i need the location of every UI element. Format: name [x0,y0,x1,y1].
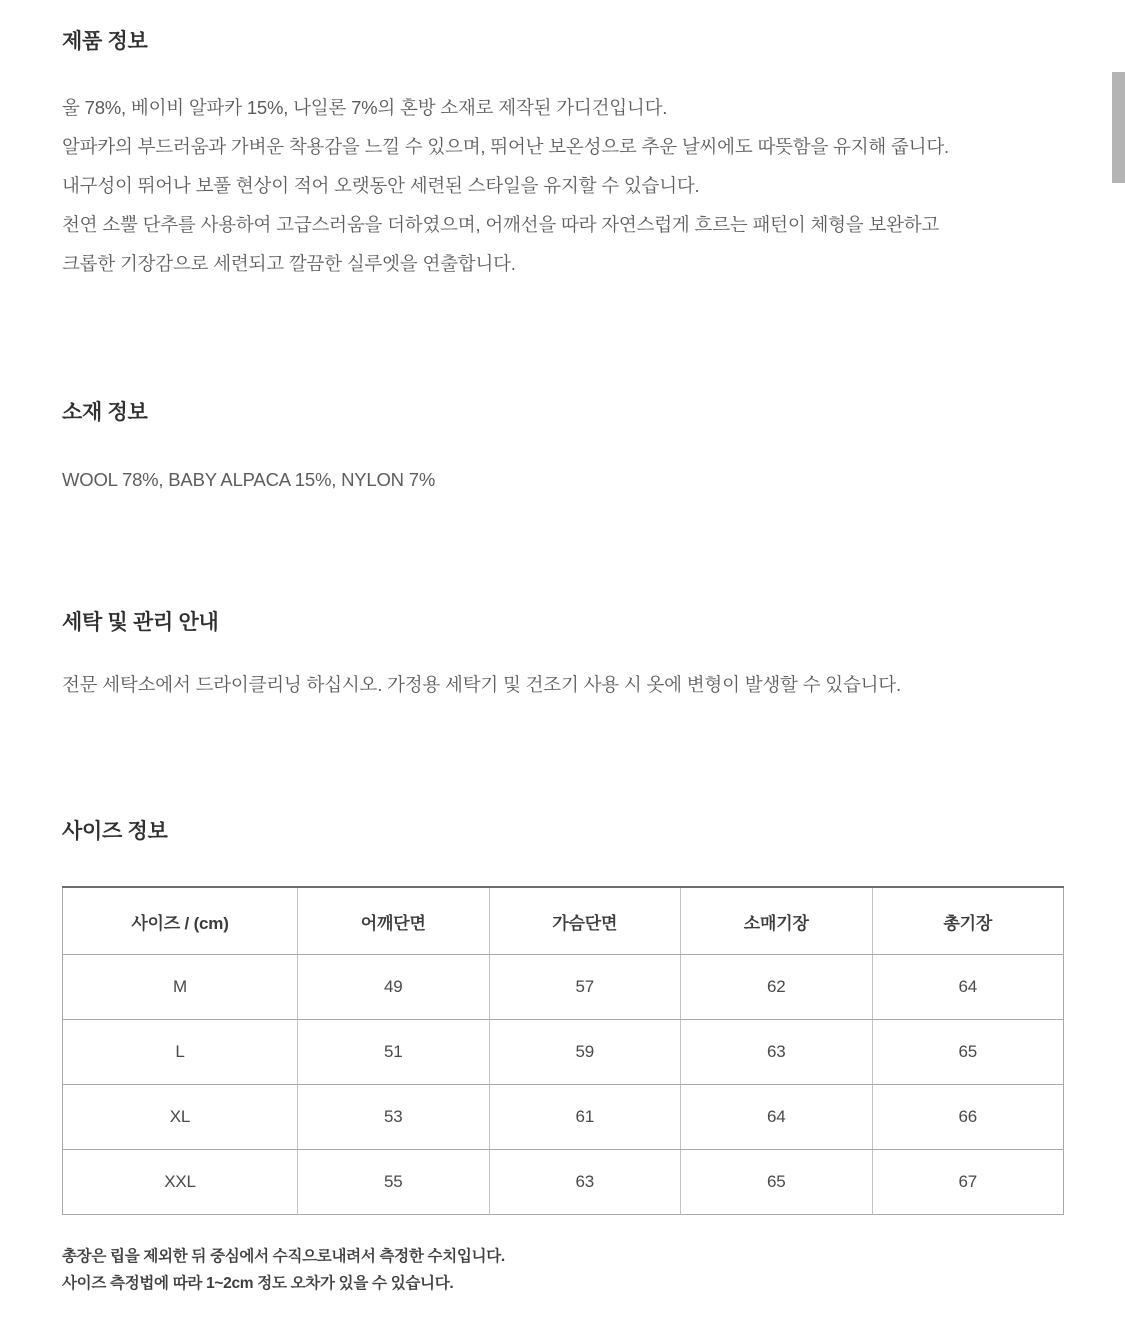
size-table-wrapper [62,845,1063,1215]
product-info-line-1: 울 78%, 베이비 알파카 15%, 나일론 7%의 혼방 소재로 제작된 가디건입니다. [62,97,668,119]
product-info-line-4: 천연 소뿔 단추를 사용하여 고급스러움을 더하였으며, 어깨선을 따라 자연스럽게 흐르는 패턴이 체형을 보완하고 [62,214,940,236]
product-info-line-2: 알파카의 부드러움과 가벼운 착용감을 느낄 수 있으며, 뛰어난 보온성으로 추운 날씨에도 따뜻함을 유지해 줍니다. [62,136,949,158]
size-footnote-1: 총장은 립을 제외한 뒤 중심에서 수직으로내려서 측정한 수치입니다. [62,1248,505,1266]
cell-shoulder: 49 [298,955,490,1020]
cell-shoulder: 55 [298,1150,490,1215]
cell-length: 66 [872,1085,1064,1150]
cell-chest: 59 [489,1020,681,1085]
size-table [62,886,1064,1215]
cell-length: 67 [958,1172,977,1192]
care-info-text: 전문 세탁소에서 드라이클리닝 하십시오. 가정용 세탁기 및 건조기 사용 시 옷에 변형이 발생할 수 있습니다. [62,673,901,695]
size-info-heading: 사이즈 정보 [62,819,168,843]
size-table-col-chest: 가슴단면 [489,887,681,955]
cell-size: XXL [63,1150,298,1215]
cell-sleeve: 63 [681,1020,873,1085]
scrollbar-track[interactable] [1112,0,1125,1321]
table-row [63,1085,1064,1150]
cell-size: XL [63,1085,298,1150]
cell-chest: 61 [489,1085,681,1150]
material-info-text: WOOL 78%, BABY ALPACA 15%, NYLON 7% [62,468,436,490]
cell-size: M [63,955,298,1020]
product-info-line-5: 크롭한 기장감으로 세련되고 깔끔한 실루엣을 연출합니다. [62,253,516,275]
cell-chest: 57 [489,955,681,1020]
size-table-col-shoulder: 어깨단면 [298,887,490,955]
size-table-header-row [63,887,1064,955]
table-row [63,1150,1064,1215]
cell-length: 64 [872,955,1064,1020]
cell-shoulder: 51 [298,1020,490,1085]
care-info-heading: 세탁 및 관리 안내 [62,610,219,634]
cell-chest: 63 [489,1150,681,1215]
cell-length: 65 [872,1020,1064,1085]
table-row [63,1020,1064,1085]
size-footnotes [62,1215,1063,1321]
table-row [63,955,1064,1020]
size-table-col-length: 총기장 [872,887,1064,955]
cell-sleeve: 64 [681,1085,873,1150]
size-footnote-2: 사이즈 측정법에 따라 1~2cm 정도 오차가 있을 수 있습니다. [62,1275,454,1293]
scrollbar-thumb[interactable] [1112,72,1125,183]
cell-size: L [63,1020,298,1085]
size-table-col-size: 사이즈 / (cm) [63,887,298,955]
cell-sleeve: 65 [681,1150,873,1215]
product-info-body [62,55,1063,283]
cell-shoulder: 53 [298,1085,490,1150]
cell-sleeve: 62 [681,955,873,1020]
product-info-line-3: 내구성이 뛰어나 보풀 현상이 적어 오랫동안 세련된 스타일을 유지할 수 있습니다. [62,175,700,197]
size-table-col-sleeve: 소매기장 [681,887,873,955]
product-info-heading: 제품 정보 [62,30,148,53]
material-info-heading: 소재 정보 [62,401,148,425]
